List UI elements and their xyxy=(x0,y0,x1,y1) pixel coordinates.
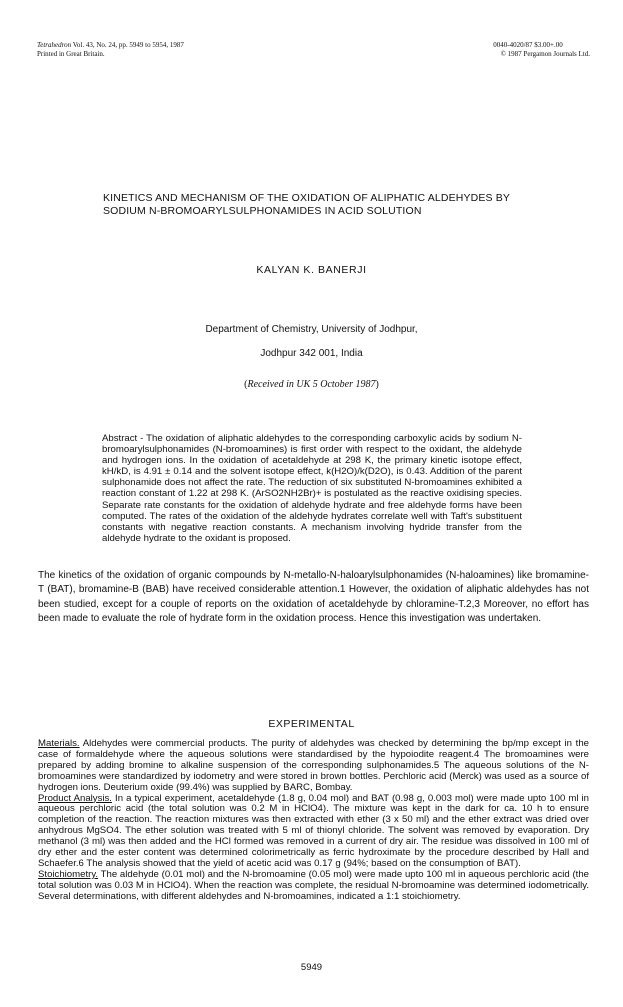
received-date: (Received in UK 5 October 1987) xyxy=(244,379,379,390)
stoichiometry-lead: Stoichiometry. xyxy=(38,868,99,880)
citation-text: Vol. 43, No. 24, pp. 5949 to 5954, 1987 xyxy=(72,41,184,49)
materials-text: Aldehydes were commercial products. The purity of aldehydes was checked by determining the bp/mp except in the case of formaldehyde where the aqueous solutions were standardised by the hypoiodite reagent.4 The bromoamines were prepared by adding bromine to alkaline suspension of the corresponding sulphonamides.5 The aqueous solutions of the N-bromoamines were standardized by iodometry and were stored in brown bottles. Perchloric acid (Merck) was used as a source of hydrogen ions. Deuterium oxide (99.4%) was supplied by BARC, Bombay. xyxy=(38,738,590,793)
stoichiometry-paragraph xyxy=(38,870,589,903)
materials-paragraph xyxy=(38,739,589,794)
intro-paragraph: The kinetics of the oxidation of organic compounds by N-metallo-N-haloarylsulphonamides (N-haloamines) like bromamine-T (BAT), bromamine-B (BAB) have received considerable attention.1 However, the oxidation of aliphatic aldehydes has not been studied, except for a couple of reports on the oxidation of acetaldehyde by chloramine-T.2,3 Moreover, no effort has been made to evaluate the role of hydrate form in the oxidation process. Hence this investigation was undertaken. xyxy=(38,570,589,624)
journal-name: Tetrahedron xyxy=(37,41,72,49)
product-text: In a typical experiment, acetaldehyde (1.8 g, 0.04 mol) and BAT (0.98 g, 0.003 mol) were made upto 100 ml in aqueous perchloric acid (the total solution was 0.2 M in HClO4). The mixture was kept in the dark for ca. 10 h to ensure completion of the reaction. The reaction mixtures was then extracted with ether (3 x 50 ml) and the ether extract was dried over anhydrous MgSO4. The ether solution was treated with 5 ml of thionyl chloride. The solvent was removed by evaporation. Dry methanol (3 ml) was then added and the HCl formed was removed in a current of dry air. The residue was dissolved in 100 ml of dry ether and the ester content was determined colorimetrically as ferric hydroximate by the procedure described by Hall and Schaefer.6 The analysis showed that the yield of acetic acid was 0.17 g (94%; based on the consumption of BAT). xyxy=(38,792,589,869)
section-heading-experimental: EXPERIMENTAL xyxy=(268,718,355,730)
materials-lead: Materials. xyxy=(38,738,80,749)
author-name: KALYAN K. BANERJI xyxy=(256,264,367,276)
page-number: 5949 xyxy=(300,962,323,973)
journal-code: 0040-4020/87 $3.00+.00 xyxy=(493,41,563,49)
product-lead: Product Analysis. xyxy=(38,792,112,804)
introduction xyxy=(38,569,589,626)
abstract-text: Abstract - The oxidation of aliphatic aldehydes to the corresponding carboxylic acids by sodium N-bromoarylsulphonamides (N-bromoamines) is first order with respect to the oxidant, the aldehyde and hydrogen ions. In the oxidation of acetaldehyde at 298 K, the primary kinetic isotope effect, kH/kD, is 4.91 ± 0.14 and the solvent isotope effect, k(H2O)/k(D2O), is 0.43. Addition of the parent sulphonamide does not affect the rate. The reduction of six substituted N-bromoamines exhibited a reaction constant of 1.22 at 298 K. (ArSO2NH2Br)+ is postulated as the reactive oxidising species. Separate rate constants for the oxidation of aldehyde hydrate and free aldehyde forms have been computed. The rates of the oxidation of the aldehyde hydrates correlate well with Taft's substituent constants with negative reaction constants. A mechanism involving hydride transfer from the aldehyde hydrate to the oxidant is proposed. xyxy=(102,433,522,544)
received-day: 5 October 1987 xyxy=(312,379,376,390)
product-paragraph xyxy=(38,794,589,870)
affiliation-city: Jodhpur 342 001, India xyxy=(260,348,363,359)
stoichiometry-text: The aldehyde (0.01 mol) and the N-bromoamine (0.05 mol) were made upto 100 ml in aqueous perchloric acid (the total solution was 0.03 M in HClO4). When the reaction was complete, the residual N-bromoamine was determined iodometrically. Several determinations, with different aldehydes and N-bromoamines, indicated a 1:1 stoichiometry. xyxy=(38,868,589,902)
affiliation-dept: Department of Chemistry, University of Jodhpur, xyxy=(205,324,418,335)
received-prefix: Received in UK xyxy=(247,379,311,390)
printed-in: Printed in Great Britain. xyxy=(37,50,105,58)
experimental-body xyxy=(38,739,589,903)
copyright-notice: © 1987 Pergamon Journals Ltd. xyxy=(500,50,590,58)
paper-title: KINETICS AND MECHANISM OF THE OXIDATION OF ALIPHATIC ALDEHYDES BY SODIUM N-BROMOARYLSULPHONAMIDES IN ACID SOLUTION xyxy=(103,192,510,217)
journal-citation xyxy=(37,41,184,50)
